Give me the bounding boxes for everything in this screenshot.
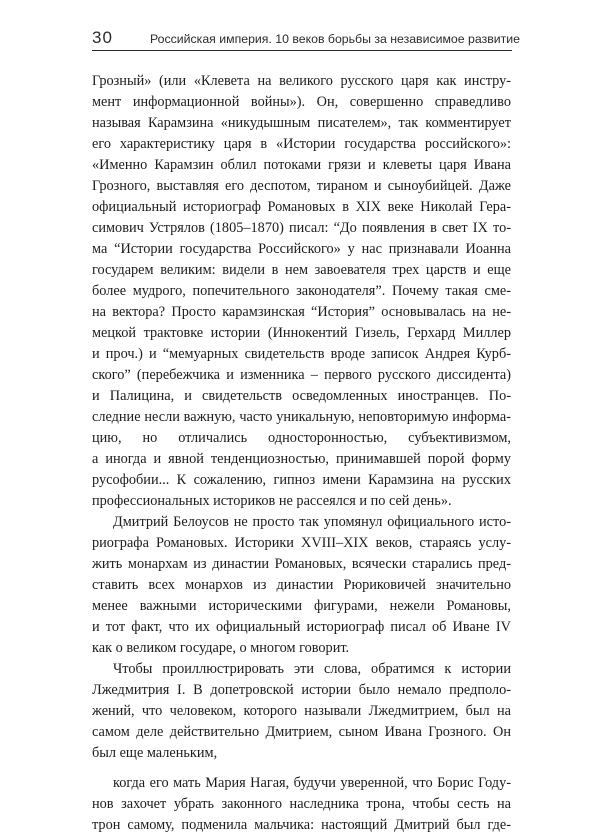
text-line: русофобии... К сожалению, гипноз имени Карамзина на русских — [92, 472, 511, 488]
text-line: нов захочет убрать законного наследника трона, чтобы сесть на — [92, 796, 511, 812]
text-line: жить монархам из династии Романовых, всячески старались пред- — [92, 556, 511, 572]
text-line: цию, но отличались односторонностью, субъективизмом, — [92, 430, 511, 446]
text-line: Грозный» (или «Клевета на великого русского царя как инстру- — [92, 73, 511, 89]
text-line: его характеристику царя в «Истории государства российского»: — [92, 136, 511, 152]
text-line: трон самому, подменила мальчика: настоящий Дмитрий был где- — [92, 817, 511, 833]
text-line: мецкой трактовке истории (Иннокентий Гизель, Герхард Миллер — [92, 325, 511, 341]
text-line: и Палицина, и свидетельств осведомленных иностранцев. По- — [92, 388, 511, 404]
text-line: самом деле действительно Дмитрием, сыном Ивана Грозного. Он — [92, 724, 511, 740]
text-line: риографа Романовых. Историки XVIII–XIX веков, стараясь услу- — [92, 535, 511, 551]
paragraph-4 — [92, 773, 511, 836]
text-line: когда его мать Мария Нагая, будучи уверенной, что Борис Году- — [113, 775, 511, 791]
text-line: профессиональных историков не рассеялся и по сей день». — [92, 493, 452, 509]
paragraph-3 — [92, 659, 511, 764]
text-line: Дмитрий Белоусов не просто так упомянул официального исто- — [113, 514, 511, 530]
text-line: Грозного, выставляя его деспотом, тираном и сыноубийцей. Даже — [92, 178, 511, 194]
page-number: 30 — [92, 28, 113, 47]
text-line: называя Карамзина «никудышным писателем», так комментирует — [92, 115, 511, 131]
text-line: а иногда и явной тенденциозностью, принимавшей порой форму — [92, 451, 511, 467]
text-line: симович Устрялов (1805–1870) писал: “До появления в свет IX то- — [92, 220, 511, 236]
text-line: мент информационной войны»). Он, совершенно справедливо — [92, 94, 511, 110]
text-line: ставить всех монархов из династии Рюриковичей значительно — [92, 577, 511, 593]
text-line: более мудрого, попечительного законодателя”. Почему такая сме- — [92, 283, 511, 299]
text-line: и проч.) и “мемуарных свидетельств вроде записок Андрея Курб- — [92, 346, 511, 362]
text-line: государем великим: видели в нем завоевателя трех царств и еще — [92, 262, 511, 278]
text-line: Лжедмитрия I. В допетровской истории было немало предполо- — [92, 682, 511, 698]
text-line: официальный историограф Романовых в XIX веке Николай Гера- — [92, 199, 511, 215]
paragraph-2 — [92, 512, 511, 659]
text-line: жений, что человеком, которого называли Лжедмитрием, был на — [92, 703, 511, 719]
running-header — [92, 26, 520, 51]
text-line: был еще маленьким, — [92, 745, 218, 761]
text-line: как о великом государе, о многом говорит. — [92, 640, 350, 656]
text-line: «Именно Карамзин облил потоками грязи и клеветы царя Ивана — [92, 157, 511, 173]
text-line: менее важными историческими фигурами, нежели Романовы, — [92, 598, 511, 614]
text-line: и тот факт, что их официальный историограф писал об Иване IV — [92, 619, 511, 635]
text-line: на вектора? Просто карамзинская “История” основывалась на не- — [92, 304, 511, 320]
text-line: ма “Истории государства Российского» у нас признавали Иоанна — [92, 241, 511, 257]
paragraph-1 — [92, 71, 511, 512]
running-title: Российская империя. 10 веков борьбы за независимое развитие — [150, 32, 520, 46]
text-line: следние несли важную, часто уникальную, неповторимую информа- — [92, 409, 511, 425]
body-text — [92, 71, 511, 836]
text-line: Чтобы проиллюстрировать эти слова, обратимся к истории — [113, 661, 511, 677]
text-line: ского” (перебежчика и изменника – первого русского диссидента) — [92, 367, 511, 383]
